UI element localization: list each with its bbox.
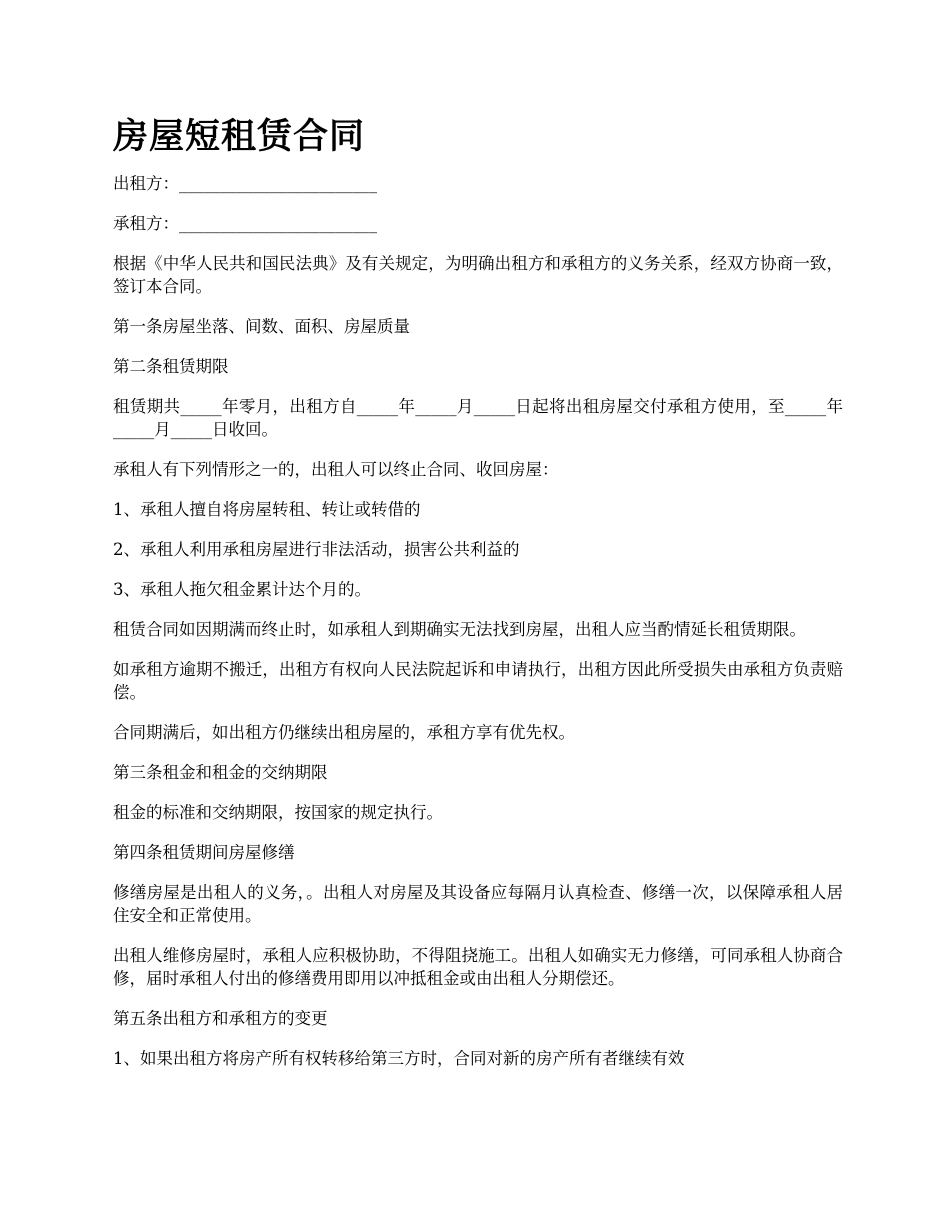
document-title: 房屋短租赁合同 <box>113 116 366 157</box>
termination-item-3: 3、承租人拖欠租金累计达个月的。 <box>113 580 371 599</box>
priority-paragraph: 合同期满后，如出租方仍继续出租房屋的，承租方享有优先权。 <box>113 723 575 742</box>
termination-item-1: 1、承租人擅自将房屋转租、转让或转借的 <box>113 500 421 519</box>
article-2-heading: 第二条租赁期限 <box>113 357 229 376</box>
preamble-paragraph: 根据《中华人民共和国民法典》及有关规定，为明确出租方和承租方的义务关系，经双方协商一致，签订本合同。 <box>113 254 843 296</box>
article-1-heading: 第一条房屋坐落、间数、面积、房屋质量 <box>113 317 410 336</box>
termination-item-2: 2、承租人利用承租房屋进行非法活动，损害公共利益的 <box>113 540 520 559</box>
lease-term-paragraph: 租赁期共_____年零月，出租方自_____年_____月_____日起将出租房屋交付承租方使用，至_____年_____月_____日收回。 <box>113 397 843 439</box>
article-3-heading: 第三条租金和租金的交纳期限 <box>113 763 328 782</box>
document-page <box>113 108 843 1087</box>
article-5-heading: 第五条出租方和承租方的变更 <box>113 1009 328 1028</box>
rent-standard-paragraph: 租金的标准和交纳期限，按国家的规定执行。 <box>113 803 443 822</box>
repair-cooperation-paragraph: 出租人维修房屋时，承租人应积极协助，不得阻挠施工。出租人如确实无力修缮，可同承租人协商合修，届时承租人付出的修缮费用即用以冲抵租金或由出租人分期偿还。 <box>113 946 843 988</box>
repair-duty-paragraph: 修缮房屋是出租人的义务，。出租人对房屋及其设备应每隔月认真检查、修缮一次，以保障承租人居住安全和正常使用。 <box>113 883 843 925</box>
extension-paragraph: 租赁合同如因期满而终止时，如承租人到期确实无法找到房屋，出租人应当酌情延长租赁期限。 <box>113 620 806 639</box>
lessee-field: 承租方：________________________ <box>113 214 377 233</box>
overdue-paragraph: 如承租方逾期不搬迁，出租方有权向人民法院起诉和申请执行，出租方因此所受损失由承租方负责赔偿。 <box>113 660 843 702</box>
termination-conditions-paragraph: 承租人有下列情形之一的，出租人可以终止合同、收回房屋： <box>113 460 559 479</box>
lessor-field: 出租方：________________________ <box>113 174 377 193</box>
change-item-1: 1、如果出租方将房产所有权转移给第三方时，合同对新的房产所有者继续有效 <box>113 1049 685 1068</box>
article-4-heading: 第四条租赁期间房屋修缮 <box>113 843 295 862</box>
